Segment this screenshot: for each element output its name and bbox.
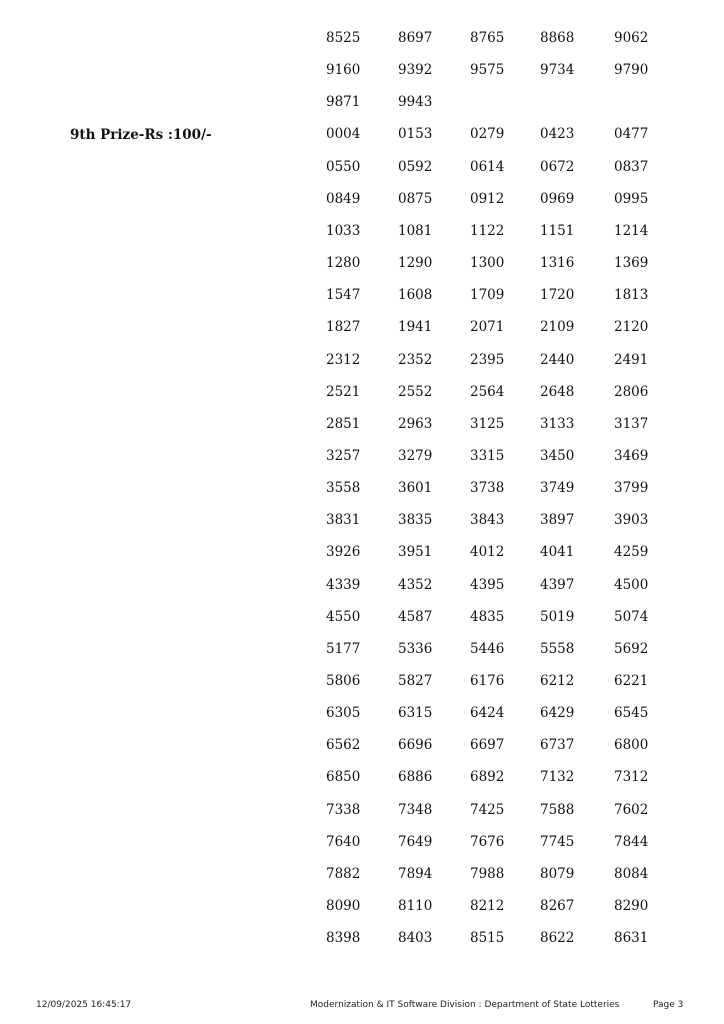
ticket-number: 6305 [326,705,361,722]
ticket-number: 2851 [326,415,361,432]
ticket-number: 8267 [540,898,575,915]
ticket-number: 6697 [470,737,505,754]
footer-division: Modernization & IT Software Division : Department of State Lotteries [310,1000,620,1010]
ticket-number: 8212 [470,898,505,915]
ticket-number: 5558 [540,640,575,657]
ticket-number: 5074 [614,608,649,625]
ticket-number: 9392 [398,62,433,79]
ticket-number: 3125 [470,415,505,432]
ticket-number: 4835 [470,608,505,625]
ticket-number: 8697 [398,30,433,46]
ticket-number: 3469 [614,447,649,464]
ticket-number: 8290 [614,898,649,915]
ticket-number: 1151 [540,222,575,239]
ticket-number: 0423 [540,126,575,143]
ticket-number: 3315 [470,447,505,464]
ticket-number: 2312 [326,351,361,368]
ticket-number: 7602 [614,801,649,818]
ticket-number: 9943 [398,94,433,111]
ticket-number: 8622 [540,930,575,947]
ticket-number: 8765 [470,30,505,46]
ticket-number: 7132 [540,769,575,786]
ticket-number: 0849 [326,190,361,207]
ticket-number: 6892 [470,769,505,786]
ticket-number: 7745 [540,833,575,850]
ticket-number: 5177 [326,640,361,657]
footer-timestamp: 12/09/2025 16:45:17 [36,1000,132,1010]
ticket-number: 2806 [614,383,649,400]
ticket-number: 7425 [470,801,505,818]
ticket-number: 6886 [398,769,433,786]
ticket-number: 1608 [398,287,433,304]
ticket-number: 8084 [614,865,649,882]
ticket-number: 8079 [540,865,575,882]
ticket-number: 0477 [614,126,649,143]
ticket-number: 0837 [614,158,649,175]
ticket-number: 6315 [398,705,433,722]
ticket-number: 3951 [398,544,433,561]
ticket-number: 8403 [398,930,433,947]
ticket-number: 5827 [398,673,433,689]
ticket-number: 2491 [614,351,649,368]
ticket-number: 5446 [470,640,505,657]
ticket-number: 0969 [540,190,575,207]
ticket-number: 1720 [540,287,575,304]
ticket-number: 7312 [614,769,649,786]
ticket-number: 7649 [398,833,433,850]
ticket-number: 3558 [326,480,361,497]
ticket-number: 6212 [540,673,575,689]
ticket-number: 4397 [540,576,575,593]
ticket-number: 1547 [326,287,361,304]
ticket-number: 7894 [398,865,433,882]
ticket-number: 7348 [398,801,433,818]
ticket-number: 7338 [326,801,361,818]
ticket-number: 1369 [614,255,649,272]
prize-label: 9th Prize-Rs :100/- [70,127,212,144]
ticket-number: 0875 [398,190,433,207]
ticket-number: 4587 [398,608,433,625]
ticket-number: 1290 [398,255,433,272]
ticket-number: 5019 [540,608,575,625]
ticket-number: 1122 [470,222,505,239]
ticket-number: 5806 [326,673,361,689]
ticket-number: 1214 [614,222,649,239]
ticket-number: 3137 [614,415,649,432]
ticket-number: 9871 [326,94,361,111]
ticket-number: 9062 [614,30,649,46]
ticket-number: 4259 [614,544,649,561]
ticket-number: 1033 [326,222,361,239]
ticket-number: 8090 [326,898,361,915]
ticket-number: 3257 [326,447,361,464]
ticket-number: 6850 [326,769,361,786]
ticket-number: 0912 [470,190,505,207]
ticket-number: 1827 [326,319,361,336]
ticket-number: 7844 [614,833,649,850]
ticket-number: 7882 [326,865,361,882]
ticket-number: 0592 [398,158,433,175]
ticket-number: 0153 [398,126,433,143]
ticket-number: 3835 [398,512,433,529]
ticket-number: 4395 [470,576,505,593]
ticket-number: 3843 [470,512,505,529]
ticket-number: 4550 [326,608,361,625]
ticket-number: 2963 [398,415,433,432]
ticket-number: 7588 [540,801,575,818]
ticket-number: 2521 [326,383,361,400]
ticket-number: 0672 [540,158,575,175]
ticket-number: 7640 [326,833,361,850]
ticket-number: 2648 [540,383,575,400]
ticket-number: 1280 [326,255,361,272]
ticket-number: 6562 [326,737,361,754]
ticket-number: 2071 [470,319,505,336]
ticket-number: 1316 [540,255,575,272]
ticket-number: 0279 [470,126,505,143]
ticket-number: 0614 [470,158,505,175]
ticket-number: 4012 [470,544,505,561]
ticket-number: 4339 [326,576,361,593]
ticket-number: 6424 [470,705,505,722]
ticket-number: 0995 [614,190,649,207]
ticket-number: 3601 [398,480,433,497]
ticket-number: 3749 [540,480,575,497]
ticket-number: 3926 [326,544,361,561]
ticket-number: 2120 [614,319,649,336]
ticket-number: 3279 [398,447,433,464]
ticket-number: 2440 [540,351,575,368]
ticket-number: 0550 [326,158,361,175]
ticket-number: 2395 [470,351,505,368]
ticket-number: 8398 [326,930,361,947]
ticket-number: 4041 [540,544,575,561]
ticket-number: 3831 [326,512,361,529]
ticket-number: 3133 [540,415,575,432]
ticket-number: 4352 [398,576,433,593]
ticket-number: 0004 [326,126,361,143]
footer-page-number: Page 3 [653,1000,684,1010]
ticket-number: 8868 [540,30,575,46]
ticket-number: 1709 [470,287,505,304]
ticket-number: 3799 [614,480,649,497]
ticket-number: 3738 [470,480,505,497]
ticket-number: 7988 [470,865,505,882]
ticket-number: 2109 [540,319,575,336]
ticket-number: 7676 [470,833,505,850]
ticket-number: 1813 [614,287,649,304]
ticket-number: 6737 [540,737,575,754]
ticket-number: 9160 [326,62,361,79]
ticket-number: 6696 [398,737,433,754]
ticket-number: 5692 [614,640,649,657]
ticket-number: 3903 [614,512,649,529]
ticket-number: 1941 [398,319,433,336]
ticket-number: 8515 [470,930,505,947]
ticket-number: 6176 [470,673,505,689]
ticket-number: 4500 [614,576,649,593]
ticket-number: 9575 [470,62,505,79]
ticket-number: 1081 [398,222,433,239]
ticket-number: 6221 [614,673,649,689]
ticket-number: 9734 [540,62,575,79]
ticket-number: 5336 [398,640,433,657]
ticket-number: 2564 [470,383,505,400]
ticket-number: 1300 [470,255,505,272]
ticket-number: 3450 [540,447,575,464]
ticket-number: 6545 [614,705,649,722]
ticket-number: 9790 [614,62,649,79]
ticket-number: 3897 [540,512,575,529]
ticket-number: 2552 [398,383,433,400]
ticket-number: 8110 [398,898,433,915]
ticket-number: 6429 [540,705,575,722]
ticket-number: 2352 [398,351,433,368]
ticket-number: 8525 [326,30,361,46]
ticket-number: 8631 [614,930,649,947]
ticket-number: 6800 [614,737,649,754]
